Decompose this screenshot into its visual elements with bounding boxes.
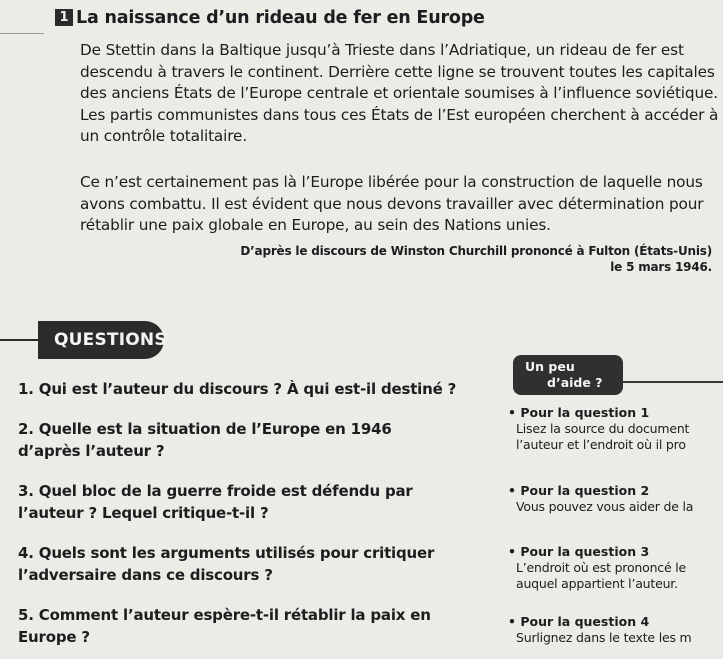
help-item-line-2: l’auteur et l’endroit où il pro [516, 437, 686, 452]
help-item-question-4 [508, 614, 723, 646]
question-1 [18, 378, 478, 400]
document-source [80, 243, 712, 275]
help-item-heading: • Pour la question 1 [508, 405, 650, 420]
help-item-line-1: Surlignez dans le texte les m [516, 630, 692, 645]
help-item-line-1: Vous pouvez vous aider de la [516, 499, 694, 514]
question-number: 1. [18, 380, 34, 398]
help-item-question-1 [508, 405, 723, 453]
question-number: 3. [18, 482, 34, 500]
source-line-1: D’après le discours de Winston Churchill prononcé à Fulton (États-Unis) [240, 244, 712, 258]
question-4 [18, 542, 458, 586]
question-text: Qui est l’auteur du discours ? À qui est-il destiné ? [38, 380, 457, 398]
help-badge-line-2: d’aide ? [547, 375, 603, 390]
question-text: Comment l’auteur espère-t-il rétablir la paix en Europe ? [18, 606, 431, 646]
questions-badge: QUESTIONS [38, 321, 164, 359]
help-item-line-1: Lisez la source du document [516, 421, 690, 436]
question-2 [18, 418, 458, 462]
source-line-2: le 5 mars 1946. [610, 260, 712, 274]
document-number-badge: 1 [55, 9, 73, 26]
question-number: 4. [18, 544, 34, 562]
help-badge [513, 355, 623, 395]
question-text: Quels sont les arguments utilisés pour critiquer l’adversaire dans ce discours ? [18, 544, 435, 584]
help-item-heading: • Pour la question 3 [508, 544, 650, 559]
help-divider [622, 381, 723, 383]
help-item-line-1: L’endroit où est prononcé le [516, 560, 687, 575]
question-3 [18, 480, 448, 524]
document-paragraph-2: Ce n’est certainement pas là l’Europe libérée pour la construction de laquelle nous avons combattu. Il est évident que nous devons travailler avec détermination pour rétablir une paix globale en Europe, au sein des Nations unies. [80, 173, 704, 235]
document-paragraph-1: De Stettin dans la Baltique jusqu’à Trieste dans l’Adriatique, un rideau de fer est descendu à travers le continent. Derrière cette ligne se trouvent toutes les capitales des anciens États de l’Europe centrale et orientale soumises à l’influence soviétique. Les partis communistes dans tous ces États de l’Est européen cherchent à accéder à un contrôle totalitaire. [80, 41, 719, 146]
question-text: Quelle est la situation de l’Europe en 1946 d’après l’auteur ? [18, 420, 392, 460]
document-title: La naissance d’un rideau de fer en Europe [76, 8, 485, 28]
question-5 [18, 604, 448, 648]
help-item-line-2: auquel appartient l’auteur. [516, 576, 678, 591]
question-text: Quel bloc de la guerre froide est défendu par l’auteur ? Lequel critique-t-il ? [18, 482, 413, 522]
questions-badge-line [0, 339, 38, 341]
question-number: 2. [18, 420, 34, 438]
help-item-heading: • Pour la question 4 [508, 614, 650, 629]
help-item-heading: • Pour la question 2 [508, 483, 650, 498]
question-number: 5. [18, 606, 34, 624]
left-divider [0, 33, 44, 34]
help-item-question-2 [508, 483, 723, 515]
help-badge-line-1: Un peu [525, 359, 575, 374]
help-item-question-3 [508, 544, 723, 592]
